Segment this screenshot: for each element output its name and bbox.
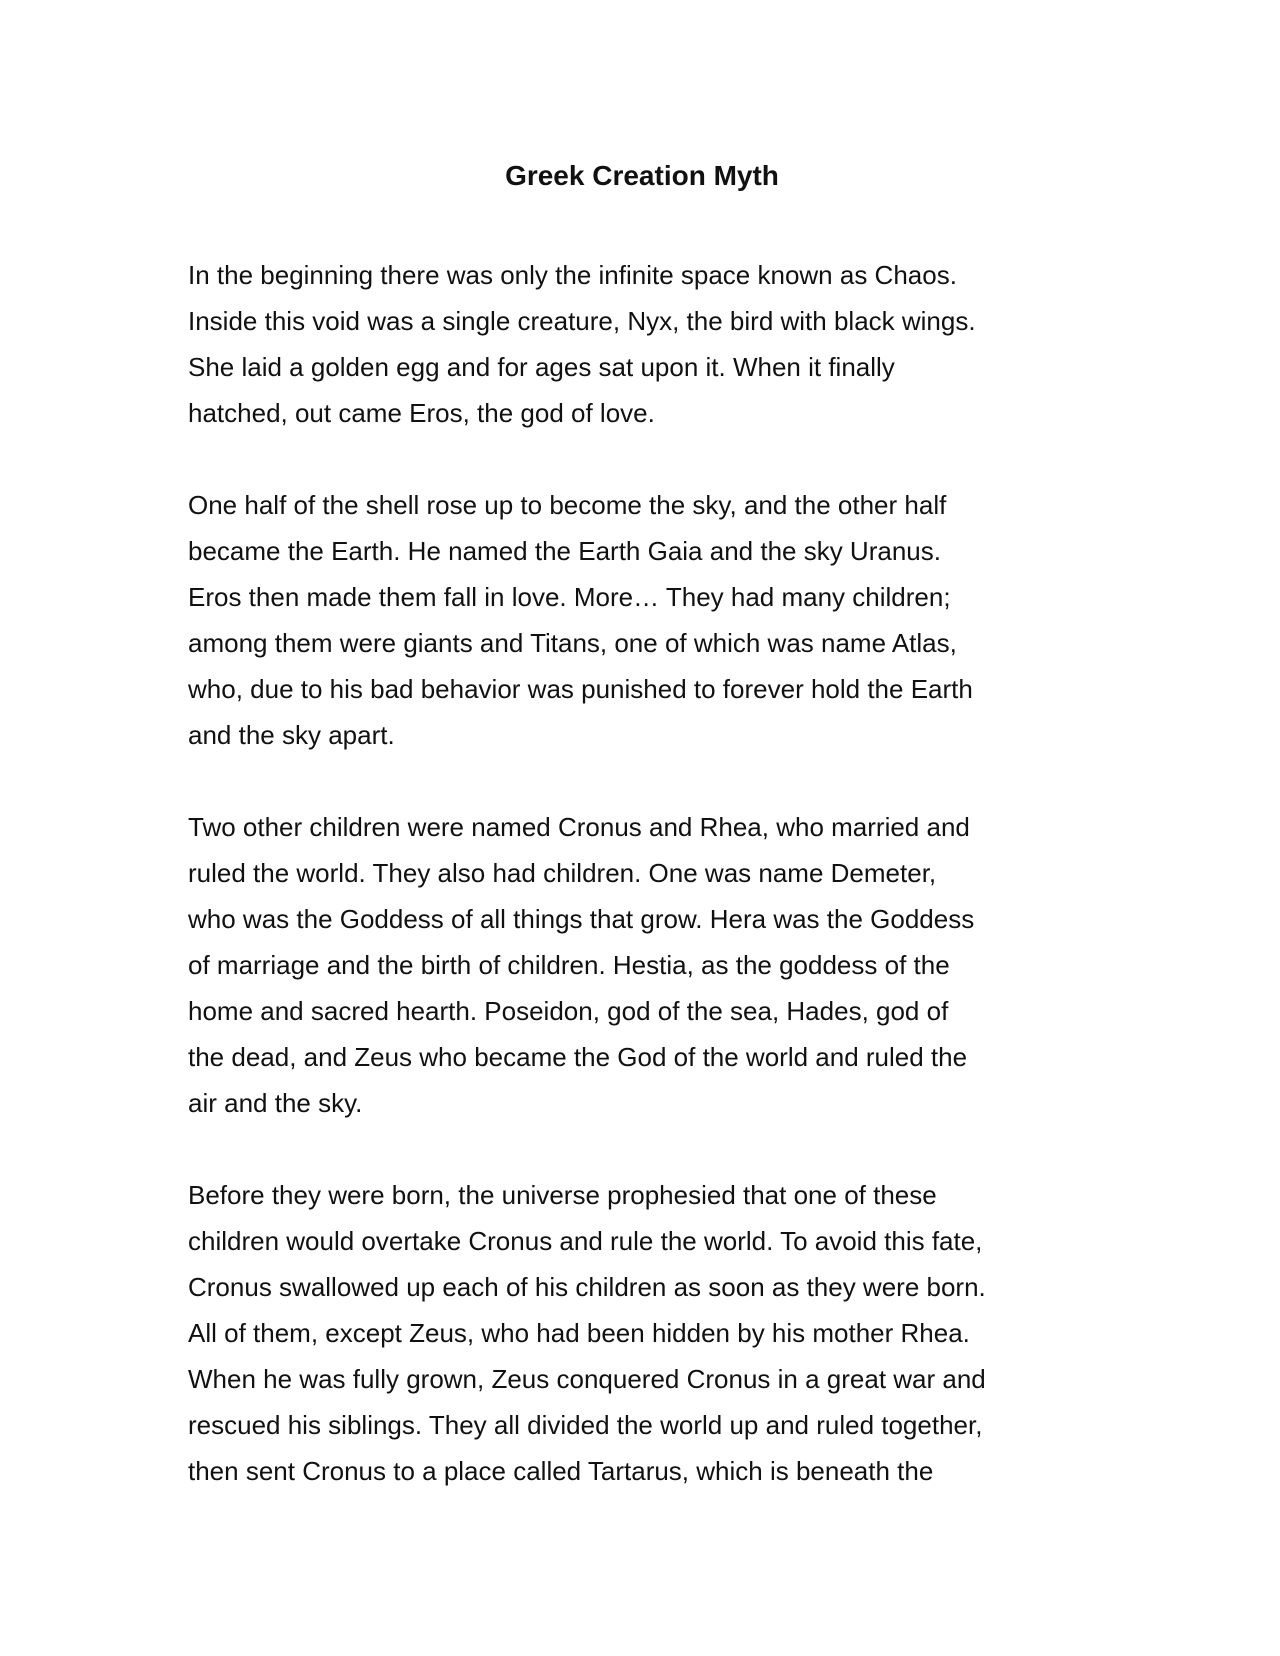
document-body xyxy=(188,252,1088,1540)
paragraph-3 xyxy=(188,804,1088,1126)
text-line: air and the sky. xyxy=(188,1088,363,1118)
text-line: then sent Cronus to a place called Tartarus, which is beneath the xyxy=(188,1456,934,1486)
paragraph-1 xyxy=(188,252,1088,436)
text-line: home and sacred hearth. Poseidon, god of the sea, Hades, god of xyxy=(188,996,949,1026)
text-line: children would overtake Cronus and rule the world. To avoid this fate, xyxy=(188,1226,983,1256)
text-line: All of them, except Zeus, who had been hidden by his mother Rhea. xyxy=(188,1318,970,1348)
text-line: When he was fully grown, Zeus conquered Cronus in a great war and xyxy=(188,1364,986,1394)
text-line: Inside this void was a single creature, Nyx, the bird with black wings. xyxy=(188,306,976,336)
text-line: Before they were born, the universe prophesied that one of these xyxy=(188,1180,937,1210)
text-line: One half of the shell rose up to become the sky, and the other half xyxy=(188,490,947,520)
text-line: She laid a golden egg and for ages sat upon it. When it finally xyxy=(188,352,895,382)
text-line: and the sky apart. xyxy=(188,720,395,750)
text-line: who was the Goddess of all things that grow. Hera was the Goddess xyxy=(188,904,975,934)
document-title: Greek Creation Myth xyxy=(505,160,779,191)
paragraph-4 xyxy=(188,1172,1088,1494)
text-line: Cronus swallowed up each of his children as soon as they were born. xyxy=(188,1272,986,1302)
text-line: In the beginning there was only the infinite space known as Chaos. xyxy=(188,260,957,290)
text-line: ruled the world. They also had children. One was name Demeter, xyxy=(188,858,937,888)
text-line: of marriage and the birth of children. Hestia, as the goddess of the xyxy=(188,950,950,980)
text-line: the dead, and Zeus who became the God of the world and ruled the xyxy=(188,1042,968,1072)
text-line: among them were giants and Titans, one of which was name Atlas, xyxy=(188,628,957,658)
text-line: became the Earth. He named the Earth Gaia and the sky Uranus. xyxy=(188,536,941,566)
text-line: who, due to his bad behavior was punished to forever hold the Earth xyxy=(188,674,973,704)
paragraph-2 xyxy=(188,482,1088,758)
text-line: Two other children were named Cronus and Rhea, who married and xyxy=(188,812,970,842)
text-line: hatched, out came Eros, the god of love. xyxy=(188,398,655,428)
text-line: rescued his siblings. They all divided the world up and ruled together, xyxy=(188,1410,983,1440)
text-line: Eros then made them fall in love. More… They had many children; xyxy=(188,582,951,612)
